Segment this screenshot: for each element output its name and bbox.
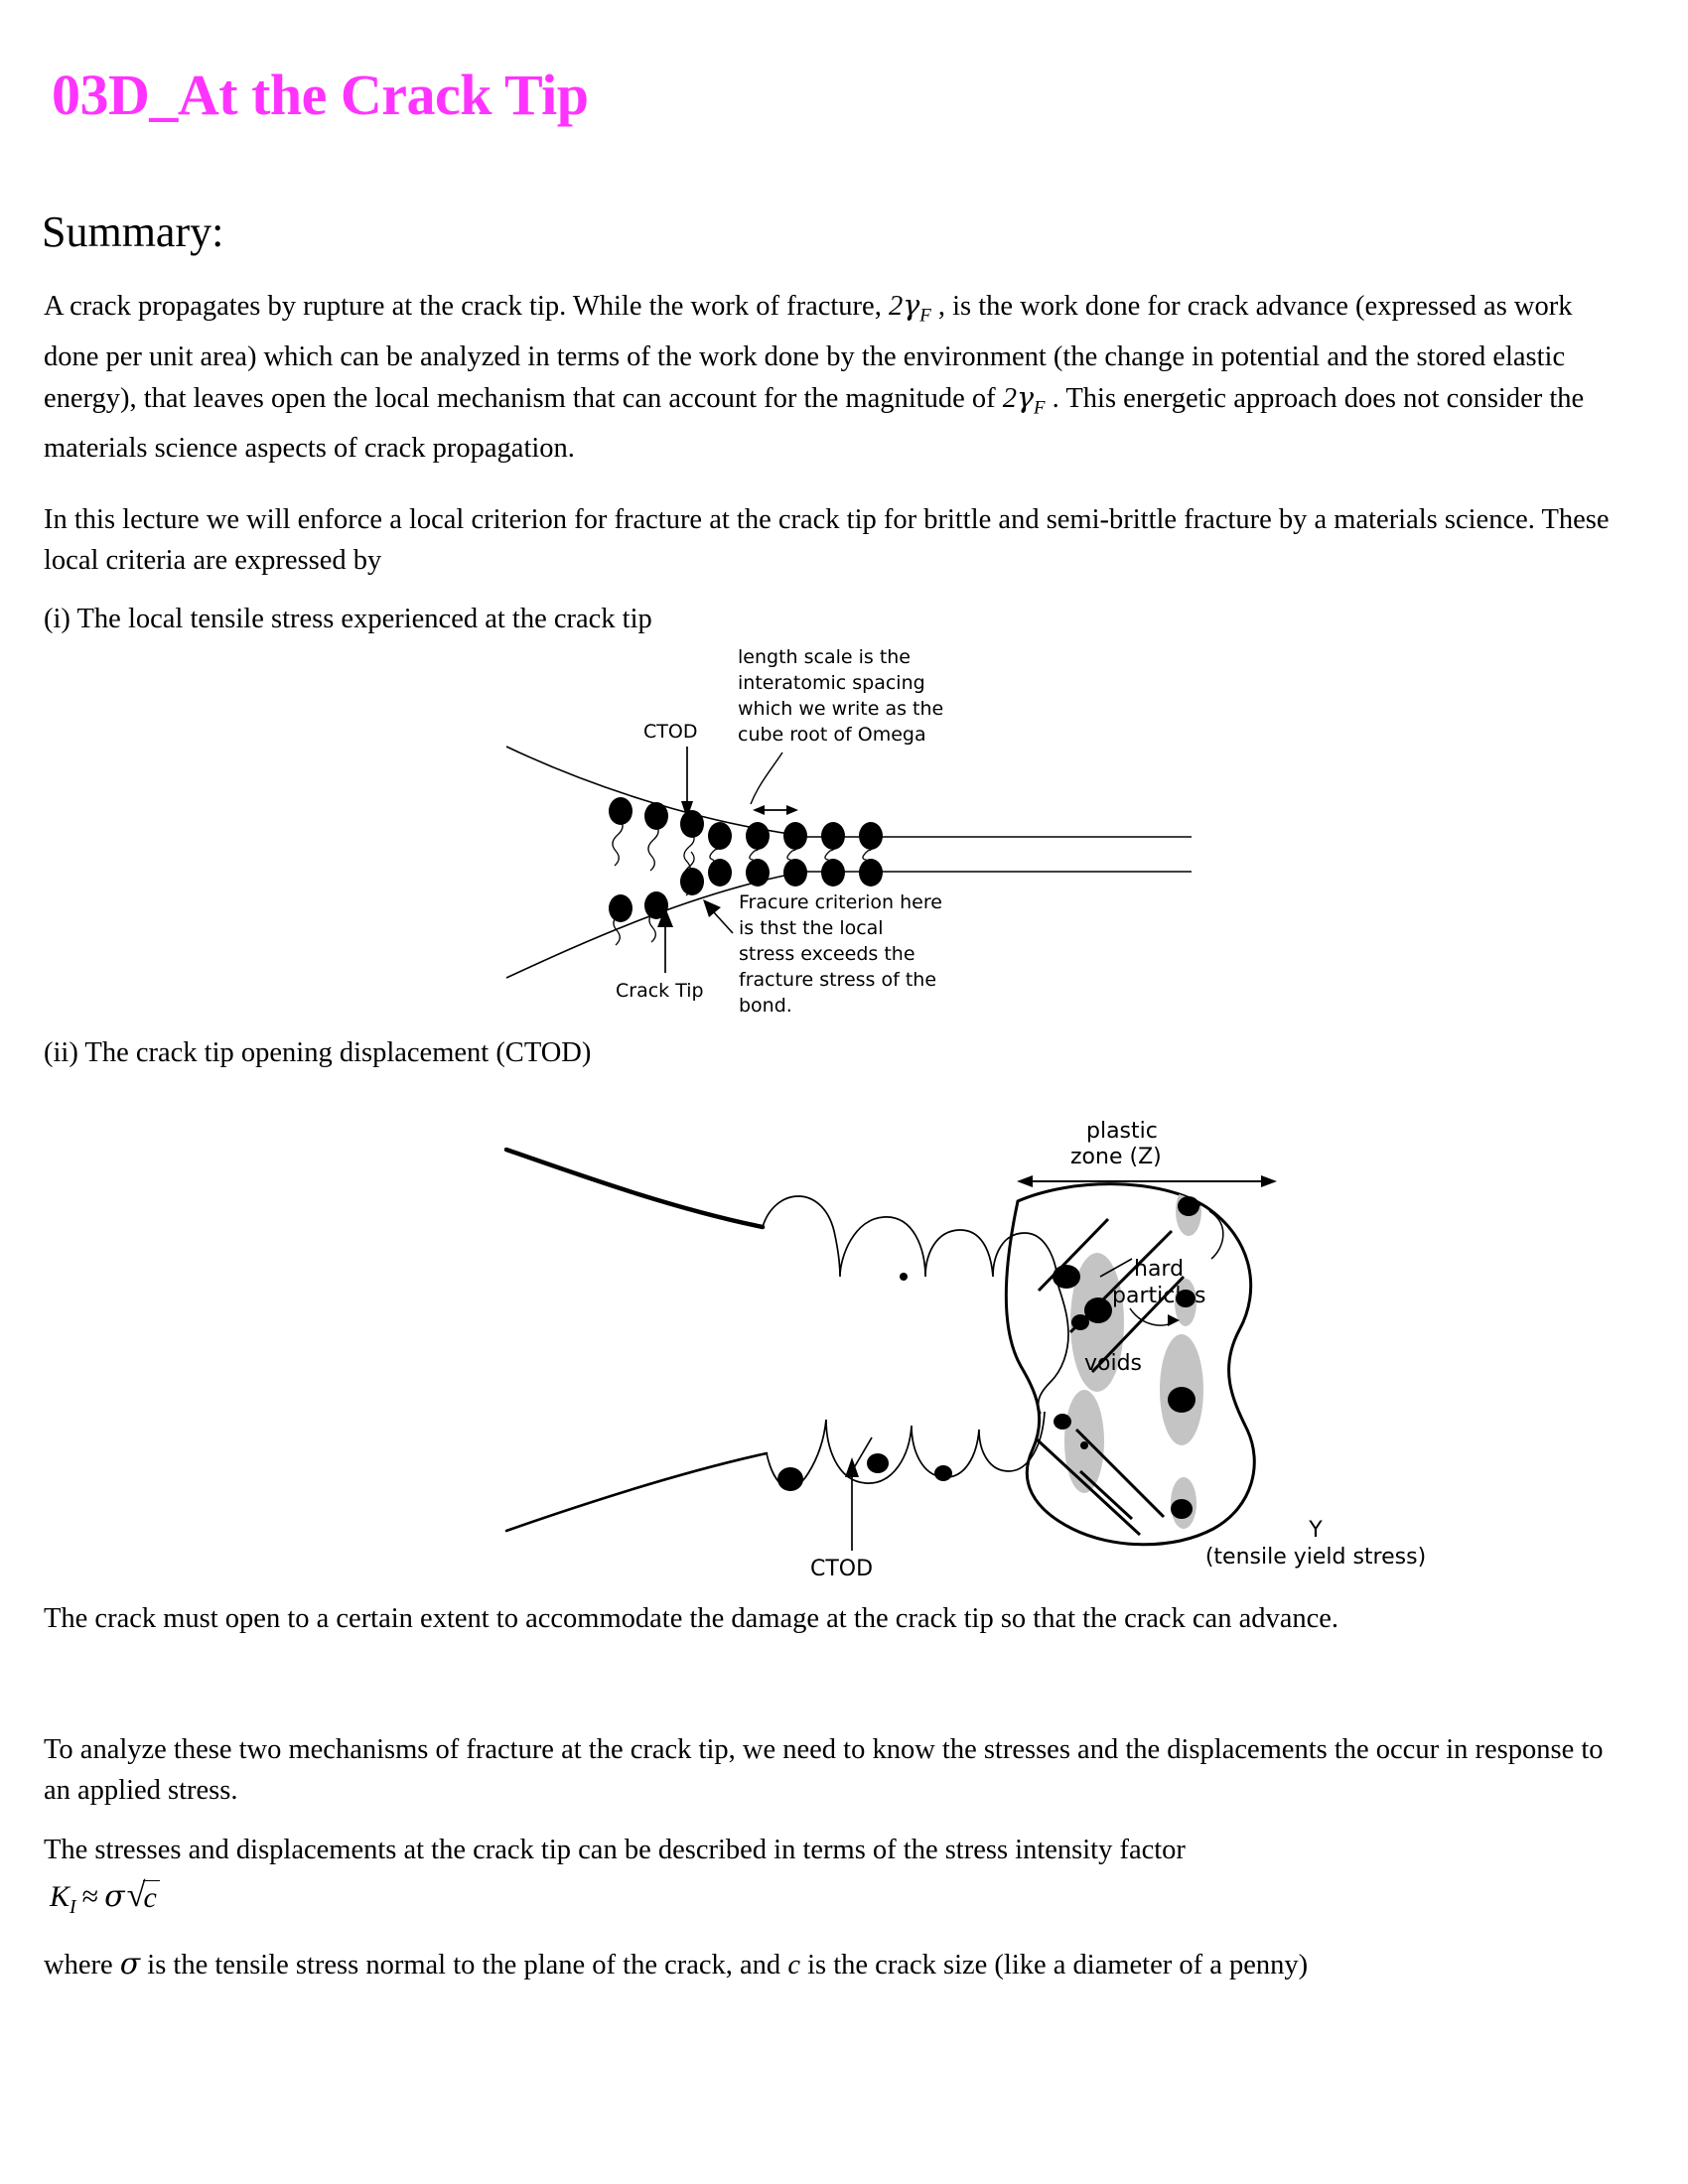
atomic-fracture-caption-4: bond. <box>739 995 792 1017</box>
atomic-fracture-caption-3: fracture stress of the <box>739 969 937 991</box>
p1-math1-num: 2 <box>888 291 904 322</box>
criterion-item-i: (i) The local tensile stress experienced at the crack tip <box>44 604 652 634</box>
p1-text-c: . This energetic approach does not consider the materials science aspects of crack propagation. <box>44 382 1585 465</box>
formula-radical-sign: √ <box>126 1876 146 1914</box>
section-heading-summary: Summary: <box>42 207 224 256</box>
p1-math-2gammaF-first <box>888 289 931 327</box>
plastic-label-yield <box>1152 1517 1479 1570</box>
formula-stress-intensity-factor <box>50 1876 160 1919</box>
plastic-label-zone-1: zone (Z) <box>1070 1145 1162 1169</box>
atomic-caption-line-3: cube root of Omega <box>738 724 926 746</box>
p8-text-c: is the crack size (like a diameter of a penny) <box>799 1950 1309 1980</box>
atoms-upper-row <box>609 797 883 850</box>
paragraph-analyze-mechanisms: To analyze these two mechanisms of fracture at the crack tip, we need to know the stresses and the displacements the occur in response to an applied stress. <box>44 1734 1604 1806</box>
atomic-caption-line-0: length scale is the <box>738 646 911 668</box>
formula-sqrt <box>125 1876 160 1915</box>
p8-text-b: is the tensile stress normal to the plane of the crack, and <box>140 1950 788 1980</box>
p1-math2-sub: F <box>1034 397 1046 419</box>
plastic-label-yield-desc: (tensile yield stress) <box>1204 1545 1427 1570</box>
p8-c: c <box>787 1950 800 1980</box>
plastic-label-ctod: CTOD <box>810 1557 874 1581</box>
atomic-label-ctod: CTOD <box>643 721 698 743</box>
p1-math2-gamma: γ <box>1016 380 1035 414</box>
p1-math1-gamma: γ <box>903 289 920 322</box>
atomic-caption-line-1: interatomic spacing <box>738 672 925 694</box>
atomic-fracture-caption-1: is thst the local <box>739 917 884 939</box>
paragraph-summary-body <box>44 285 1632 469</box>
plastic-label-voids: voids <box>1084 1351 1143 1376</box>
paragraph-stress-intensity: The stresses and displacements at the crack tip can be described in terms of the stress intensity factor <box>44 1835 1186 1865</box>
interatomic-spacing-arrow <box>753 805 798 815</box>
formula-k: K <box>50 1880 70 1913</box>
p1-text-a: A crack propagates by rupture at the crack tip. While the work of fracture, <box>44 291 889 322</box>
formula-radicand: c <box>143 1880 160 1915</box>
paragraph-formula-legend <box>44 1944 1632 1985</box>
formula-k-sub: I <box>70 1896 76 1918</box>
plastic-label-yield-symbol: Y <box>1309 1518 1323 1543</box>
formula-sigma: σ <box>104 1879 125 1914</box>
diagram-atomic-crack-tip <box>496 625 1211 1023</box>
plastic-label-zone-0: plastic <box>1086 1119 1158 1144</box>
p1-text-b: , is the work done for crack advance (expressed as work done per unit area) which can be analyzed in terms of the work done by the environment (the change in potential and the stored elastic energy), that leaves open the local mechanism that can account for the magnitude of <box>44 291 1573 414</box>
p1-math1-sub: F <box>919 305 931 327</box>
plastic-label-hard-0: hard <box>1134 1257 1185 1282</box>
formula-approx: ≈ <box>81 1880 99 1913</box>
atomic-caption-line-2: which we write as the <box>738 698 944 720</box>
paragraph-lecture-intro: In this lecture we will enforce a local criterion for fracture at the crack tip for brittle and semi-brittle fracture by a materials science. These local criteria are expressed by <box>44 504 1610 576</box>
atomic-fracture-caption-2: stress exceeds the <box>739 943 915 965</box>
page-title: 03D_At the Crack Tip <box>52 63 589 127</box>
p8-sigma: σ <box>119 1947 141 1981</box>
plastic-label-hard-1: particles <box>1112 1284 1206 1308</box>
criterion-item-ii: (ii) The crack tip opening displacement (CTOD) <box>44 1037 592 1068</box>
atomic-fracture-caption-0: Fracure criterion here <box>739 891 942 913</box>
p1-math2-num: 2 <box>1002 382 1017 414</box>
p1-math-2gammaF-second <box>1002 380 1046 419</box>
paragraph-crack-open: The crack must open to a certain extent to accommodate the damage at the crack tip so that the crack can advance. <box>44 1603 1339 1634</box>
atomic-label-crack-tip: Crack Tip <box>616 980 704 1002</box>
p8-text-a: where <box>44 1950 120 1980</box>
